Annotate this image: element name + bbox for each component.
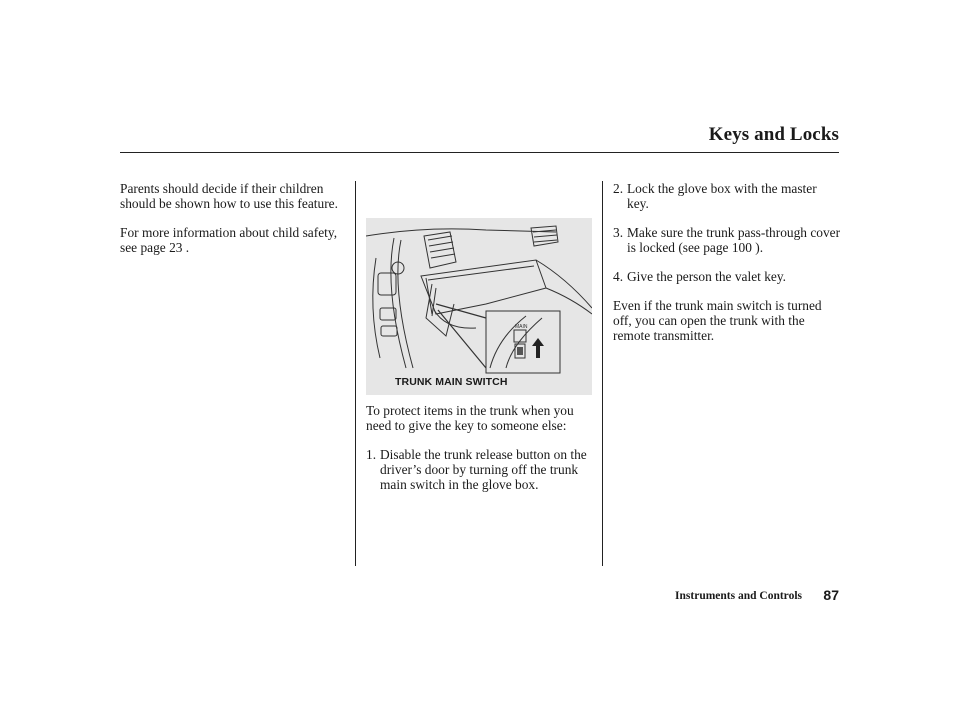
list-item xyxy=(613,225,841,255)
list-number: 4. xyxy=(613,269,624,284)
paragraph: To protect items in the trunk when you need to give the key to someone else: xyxy=(366,403,574,433)
title-rule xyxy=(120,152,839,153)
right-column xyxy=(613,181,841,357)
list-text: Give the person the valet key. xyxy=(627,269,787,284)
list-text: Lock the glove box with the master key. xyxy=(627,181,817,211)
list-item xyxy=(613,269,841,284)
middle-column xyxy=(366,403,594,506)
paragraph: Parents should decide if their children should be shown how to use this feature. xyxy=(120,181,338,211)
column-divider-1 xyxy=(355,181,356,566)
list-text: Disable the trunk release button on the driver’s door by turning off the trunk main switch in the glove box. xyxy=(380,447,587,492)
left-column xyxy=(120,181,348,269)
paragraph: Even if the trunk main switch is turned off, you can open the trunk with the remote transmitter. xyxy=(613,298,822,343)
trunk-main-switch-figure xyxy=(366,218,592,395)
paragraph: For more information about child safety, see page 23 . xyxy=(120,225,338,255)
list-item xyxy=(366,447,594,492)
footer-section-title: Instruments and Controls xyxy=(675,590,802,602)
svg-text:MAIN: MAIN xyxy=(515,324,528,330)
glove-box-illustration xyxy=(366,218,592,395)
list-number: 2. xyxy=(613,181,624,196)
list-text: Make sure the trunk pass-through cover is locked (see page 100 ). xyxy=(627,225,841,255)
column-divider-2 xyxy=(602,181,603,566)
list-number: 1. xyxy=(366,447,377,462)
list-number: 3. xyxy=(613,225,624,240)
figure-caption: TRUNK MAIN SWITCH xyxy=(395,376,508,388)
list-item xyxy=(613,181,841,211)
page-number: 87 xyxy=(823,587,839,603)
page-title: Keys and Locks xyxy=(708,124,839,145)
